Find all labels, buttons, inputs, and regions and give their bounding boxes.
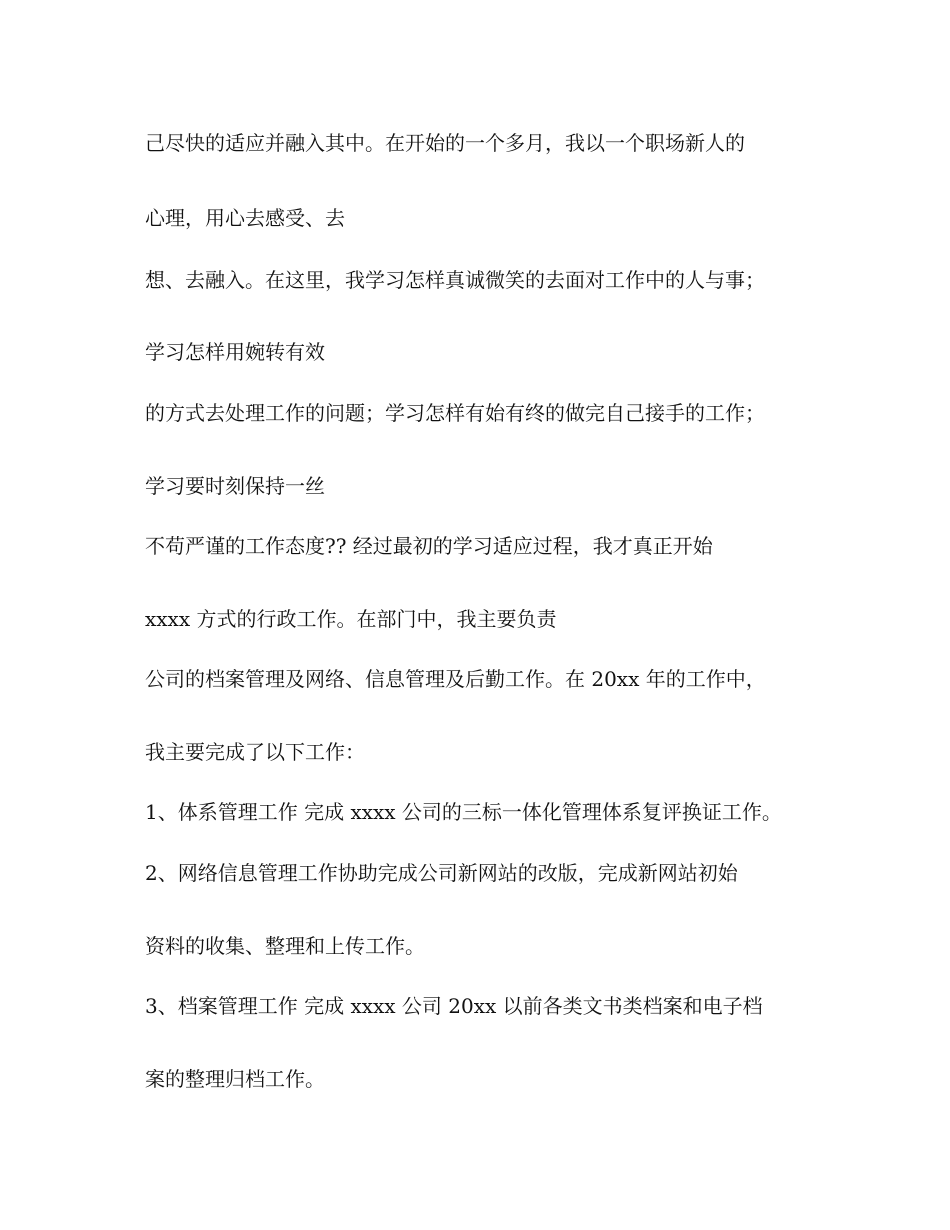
body-text-line: xxxx 方式的行政工作。在部门中，我主要负责: [145, 607, 557, 631]
body-text-line: 案的整理归档工作。: [145, 1067, 325, 1091]
body-text-line: 不苟严谨的工作态度?? 经过最初的学习适应过程，我才真正开始: [145, 534, 713, 558]
body-text-line: 3、档案管理工作 完成 xxxx 公司 20xx 以前各类文书类档案和电子档: [145, 994, 763, 1018]
body-text-line: 心理，用心去感受、去: [145, 206, 345, 230]
body-text-line: 学习要时刻保持一丝: [145, 474, 325, 498]
body-text-line: 学习怎样用婉转有效: [145, 340, 325, 364]
body-text-line: 己尽快的适应并融入其中。在开始的一个多月，我以一个职场新人的: [145, 131, 745, 155]
body-text-line: 2、网络信息管理工作协助完成公司新网站的改版，完成新网站初始: [145, 861, 738, 885]
body-text-line: 公司的档案管理及网络、信息管理及后勤工作。在 20xx 年的工作中，: [145, 667, 766, 691]
body-text-line: 我主要完成了以下工作：: [145, 740, 365, 764]
body-text-line: 的方式去处理工作的问题；学习怎样有始有终的做完自己接手的工作；: [145, 401, 765, 425]
body-text-line: 资料的收集、整理和上传工作。: [145, 934, 425, 958]
body-text-line: 想、去融入。在这里，我学习怎样真诚微笑的去面对工作中的人与事；: [145, 268, 765, 292]
body-text-line: 1、体系管理工作 完成 xxxx 公司的三标一体化管理体系复评换证工作。: [145, 800, 782, 824]
